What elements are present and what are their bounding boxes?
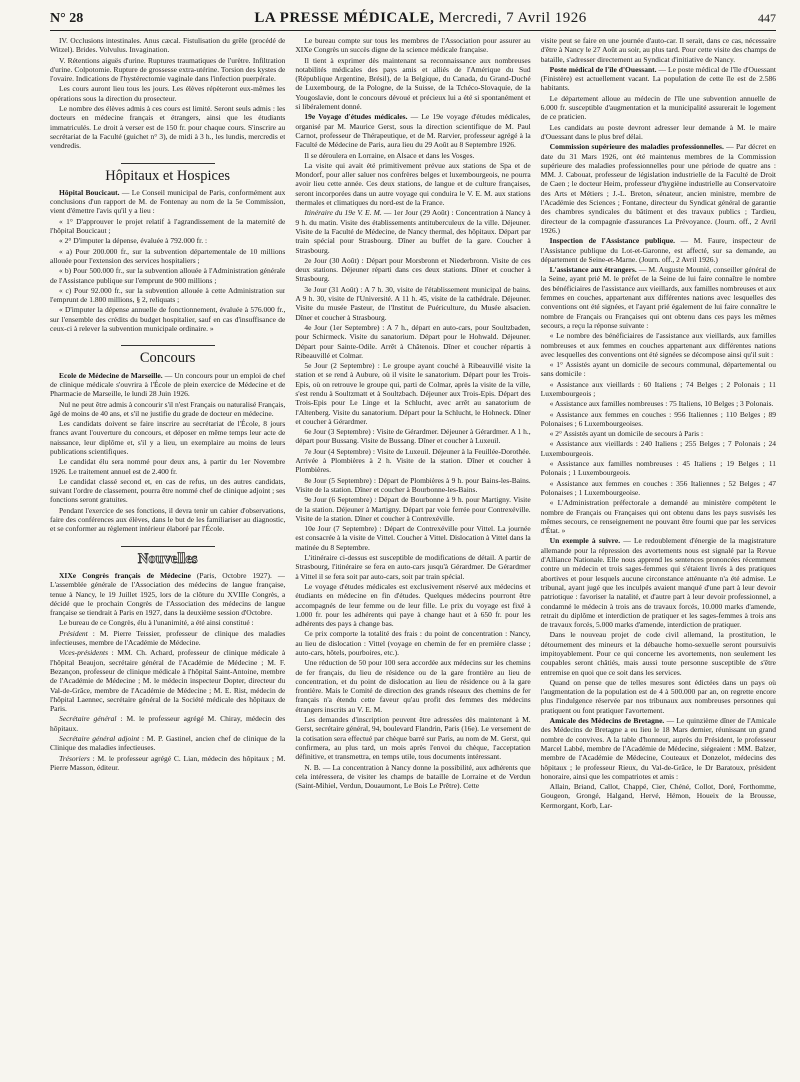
- article-text: — Par décret en date du 31 Mars 1926, ont été maintenus membres de la Commission supérieure des maladies professionnelles pour une période de quatre ans : MM. J. Cabouat, professeur de législation industrielle de la Faculté de Droit de Caen ; le docteur Heim, professeur d'hygiène industrielle au Conservatoire des Arts et Métiers ; J.-L. Breton, sénateur, ancien ministre, membre de l'Académie des Sciences ; Fontane, directeur du Syndicat général de garantie des chambres syndicales du bâtiment et des travaux publics ; Tardieu, directeur de la compagnie d'assurances La Prévoyance. (Journ. off., 2 Avril 1926.): [540, 142, 776, 235]
- article-title: XIXe Congrès français de Médecine: [59, 570, 191, 580]
- paragraph: 5e Jour (2 Septembre) : Le groupe ayant couché à Ribeauvillé visite la station et se rend à Aubure, où il visite le sanatorium. Départ pour les Trois-Epis, où on retrouve le groupe qui, parti de Colmar, après la visite de la ville, s'est rendu à Soultzmatt et à Soultzbach. Déjeuner aux Trois-Epis. Départ des Trois-Epis pour Le Linge et la Schlucht, avec arrêt au sanatorium de l'Altenberg. Visite du sanatorium. Départ pour la Schlucht, le Hohneck. Dîner et coucher à Gérardmer.: [295, 361, 531, 426]
- article-text: — M. Faure, inspecteur de l'Assistance publique du Lot-et-Garonne, est affecté, sur sa demande, au département de Seine-et-Marne. (Journ. off., 2 Avril 1926.): [540, 236, 776, 264]
- paragraph: « Assistance aux femmes en couches : 956 Italiennes ; 110 Belges ; 89 Polonaises ; 6 Luxembourgeoises.: [540, 409, 776, 428]
- role-text: : M. Pierre Teissier, professeur de clinique des maladies infectieuses, membre de l'Académie de Médecine.: [50, 628, 286, 648]
- paragraph: visite peut se faire en une journée d'auto-car. Il serait, dans ce cas, nécessaire d'être à Nancy le 27 Août au soir, au plus tard. Pour cette visite des champs de bataille, s'adresser directement au Syndicat d'initiative de Nancy.: [540, 36, 776, 64]
- article-title: Ecole de Médecine de Marseille.: [59, 370, 163, 380]
- paragraph: Le bureau compte sur tous les membres de l'Association pour assurer au XIXe Congrès un succès digne de la science médicale française.: [295, 36, 531, 55]
- article-title: Poste médical de l'île d'Ouessant.: [549, 64, 657, 74]
- article-text: — M. Auguste Mounié, conseiller général de la Seine, ayant prié M. le préfet de la Seine de lui faire connaître le nombre des bénéficiaires de l'assistance aux vieillards, aux familles nombreuses et aux femmes en couches, appartenant aux différentes nations avec lesquelles des conventions ont été signées, et l'ayant prié également de lui faire connaître le nombre de Français ou Françaises qui ont obtenu dans ces pays les mêmes secours, a reçu la réponse suivante :: [540, 265, 776, 330]
- role-text: : M. le professeur agrégé M. Chiray, médecin des hôpitaux.: [50, 714, 286, 733]
- paragraph: Quand on pense que de telles mesures sont édictées dans un pays où l'augmentation de la population est de 4 à 500.000 par an, on regrette encore plus l'indulgence réservée par nos tribunaux aux nombreuses personnes qui pratiquent ou font pratiquer l'avortement.: [540, 677, 776, 715]
- paragraph: 10e Jour (7 Septembre) : Départ de Contrexéville pour Vittel. La journée est consacrée à la visite de Vittel. Coucher à Vittel. Dislocation à Vittel dans la matinée du 8 Septembre.: [295, 524, 531, 552]
- issue-number: N° 28: [50, 11, 84, 26]
- paragraph: Les demandes d'inscription peuvent être adressées dès maintenant à M. Gerst, secrétaire général, 94, boulevard Flandrin, Paris (16e). Le versement de la cotisation sera effectué par chèque barré sur Paris, au nom de M. Gerst, qui confirmera, au plus tard, un mois après l'envoi du chèque, l'acceptation définitive, et transmettra, en temps utile, tous documents intéressant.: [295, 715, 531, 762]
- paragraph: « a) Pour 200.000 fr., sur la subvention départementale de 10 millions allouée pour l'extension des services hospitaliers ;: [50, 246, 286, 265]
- column-3: [541, 36, 776, 1071]
- page-header: [50, 10, 776, 31]
- article-title: Hôpital Boucicaut.: [59, 187, 120, 197]
- section-heading-concours: Concours: [50, 345, 285, 363]
- paragraph: Dans le nouveau projet de code civil allemand, la prostitution, le détournement des mineurs et la débauche homo-sexuelle seront poursuivis impitoyablement. Pour ce qui concerne les avortements, non seulement les coupables seront châtiés, mais aussi toute personne susceptible de s'être entremise en quoi que ce soit dans les services.: [540, 630, 776, 677]
- paragraph: « L'Administration préfectorale a demandé au ministère compétent le nombre de Français ou Françaises qui ont obtenu dans les pays susvisés les mêmes secours, ce renseignement ne pouvant être fourni que par les services d'État. »: [540, 498, 776, 536]
- role-label: Secrétaire général: [59, 714, 117, 724]
- article-text: (Paris, Octobre 1927). — L'assemblée générale de l'Association des médecins de langue française, tenue à Nancy, le 19 Juillet 1925, lors de la clôture du XVIIIe Congrès, a décidé que le prochain Congrès de l'Association des médecins de langue française se tiendrait à Paris en 1927, dans la deuxième session d'Octobre.: [50, 570, 286, 618]
- paragraph: Pendant l'exercice de ses fonctions, il devra tenir un cahier d'observations, faire des conférences aux élèves, dans le but de les familiariser au diagnostic, et se conformer au règlement intérieur élaboré par l'École.: [50, 505, 286, 534]
- role-label: Secrétaire général adjoint: [59, 734, 140, 743]
- column-2: [295, 36, 530, 1071]
- paragraph: « 2° D'imputer la dépense, évaluée à 792.000 fr. :: [59, 236, 208, 246]
- paragraph: V. Rétentions aiguës d'urine. Ruptures traumatiques de l'urètre. Infiltration d'urine. Colpotomie. Rupture de grossesse extra-utérine. Torsion des kystes de l'ovaire. Indications de l'hystérectomie vaginale dans l'infection puerpérale.: [50, 55, 286, 84]
- section-heading-hopitaux: Hôpitaux et Hospices: [50, 163, 285, 181]
- paragraph: Il tient à exprimer dès maintenant sa reconnaissance aux nombreuses notabilités médicales des pays amis et alliés de l'Amérique du Sud (République Argentine, Brésil), de la Belgique, du Canada, du Grand-Duché de Luxembourg, de la Pologne, de la Suisse, de la Tchéco-Slovaquie, de la Yougoslavie, dont le concours dévoué et précieux lui a été si spontanément et si libéralement donné.: [295, 55, 531, 112]
- section-heading-nouvelles: Nouvelles: [50, 546, 285, 564]
- itinerary-label: Itinéraire du 19e V. E. M.: [304, 208, 382, 218]
- article-text: — Le poste médical de l'île d'Ouessant (Finistère) est actuellement vacant. La population de cette île est de 2.586 habitants.: [540, 64, 776, 93]
- article-text: — Le Conseil municipal de Paris, conformément aux conclusions d'un rapport de M. de Fontenay au nom de la 5e Commission, vient d'émettre l'avis qu'il y a lieu :: [50, 187, 286, 216]
- article-title: Amicale des Médecins de Bretagne.: [549, 716, 665, 726]
- columns: [50, 36, 776, 1071]
- paragraph: « 2° Assistés ayant un domicile de secours à Paris :: [549, 429, 704, 439]
- paragraph: 3e Jour (31 Août) : A 7 h. 30, visite de l'établissement municipal de bains. A 9 h. 30, visite de l'Université. A 11 h. 45, visite de la cathédrale. Déjeuner. Visite du musée Pasteur, de l'Institut de Puériculture, du Musée alsacien. Dîner et coucher à Strasbourg.: [295, 284, 531, 322]
- role-text: : M. P. Gastinel, ancien chef de clinique de la Clinique des maladies infectieuses.: [50, 734, 286, 753]
- paragraph: Il se déroulera en Lorraine, en Alsace et dans les Vosges.: [304, 150, 475, 160]
- role-label: Trésoriers: [59, 753, 90, 763]
- paragraph: 6e Jour (3 Septembre) : Visite de Gérardmer. Déjeuner à Gérardmer. A 1 h., départ pour Bussang. Visite de Bussang. Dîner et coucher à Luxeuil.: [295, 427, 531, 446]
- article-title: L'assistance aux étrangers.: [549, 265, 637, 275]
- article-text: — Le 19e voyage d'études médicales, organisé par M. Maurice Gerst, sous la direction scientifique de M. Paul Carnot, professeur de Thérapeutique, et de M. Rarvier, professeur agrégé à la Faculté de Médecine de Paris, aura lieu du 29 Août au 8 Septembre 1926.: [295, 112, 531, 150]
- paragraph: « Assistance aux vieillards : 60 Italiens ; 74 Belges ; 2 Polonais ; 11 Luxembourgeois ;: [540, 379, 776, 398]
- paragraph: Les cours auront lieu tous les jours. Les élèves répèteront eux-mêmes les opérations sous la direction du prosecteur.: [50, 84, 286, 103]
- paragraph: « Assistance aux familles nombreuses : 45 Italiens ; 19 Belges ; 11 Polonais ; 1 Luxembourgeois.: [540, 459, 776, 478]
- role-label: Président: [59, 628, 88, 638]
- paragraph: « Assistance aux vieillards : 240 Italiens ; 255 Belges ; 7 Polonais ; 24 Luxembourgeois.: [540, 439, 776, 458]
- article-title: Inspection de l'Assistance publique.: [549, 236, 676, 246]
- article-text: — Un concours pour un emploi de chef de clinique médicale s'ouvrira à l'École de plein exercice de Médecine et de Pharmacie de Marseille, le lundi 28 Juin 1926.: [50, 370, 286, 399]
- paragraph: Le nombre des élèves admis à ces cours est limité. Seront seuls admis : les docteurs en médecine français et étrangers, ainsi que les étudiants immatriculés. Le droit à verser est de 150 fr. pour chaque cours. S'inscrire au secrétariat de la Faculté (guichet n° 3), de midi à 3 h., les lundis, mercredis et vendredis.: [50, 104, 286, 151]
- paragraph: N. B. — La concentration à Nancy donne la possibilité, aux adhérents que cela intéressera, de visiter les champs de bataille de Lorraine et de Verdun (Saint-Mihiel, Verdun, Douaumont, Le Bois Le Prêtre). Cette: [295, 762, 531, 791]
- paragraph: 8e Jour (5 Septembre) : Départ de Plombières à 9 h. pour Bains-les-Bains. Visite de la station. Dîner et coucher à Bourbonne-les-Bains.: [295, 475, 531, 494]
- paragraph: « Assistance aux femmes en couches : 356 Italiennes ; 52 Belges ; 47 Polonaises ; 1 Luxembourgeoise.: [540, 478, 776, 497]
- article-title: Un exemple à suivre.: [549, 536, 621, 546]
- issue-date: Mercredi, 7 Avril 1926: [438, 10, 587, 26]
- paragraph: Une réduction de 50 pour 100 sera accordée aux médecins sur les chemins de fer français, du lieu de résidence ou de la gare frontière au lieu de concentration, et du point de dislocation au lieu de résidence ou à la gare frontière. Mais le Comité de direction des grands réseaux des chemins de fer français n'a étendu cette faveur qu'au profit des femmes des médecins étrangers inscrits au V. E. M.: [295, 658, 531, 714]
- article-text: — Le redoublement d'énergie de la magistrature allemande pour la répression des avortements nous est signalé par la Revue d'Alliance Nationale. Elle nous apprend les sentences prononcées récemment contre un médecin et trois sages-femmes qui s'étaient livrés à des pratiques abortives et pour lesquels aucune circonstance atténuante n'a été admise. Le tribunal, ayant jugé que les inculpés avaient manqué d'une part à leur devoir patriotique : favoriser la natalité, et d'autre part à leur devoir professionnel, a condamné le médecin à trois ans de travaux forcés, 10.000 marks d'amende, retrait du diplôme et interdiction de pratiquer et les sages-femmes à trois ans de travaux forcés, 5.000 marks d'amende, interdiction de pratiquer.: [540, 536, 776, 630]
- paragraph: Allain, Briand, Callot, Chappé, Cier, Chéné, Collot, Doré, Forthomme, Gougeon, Grongé, Halgand, Hervé, Hémon, Houeix de la Brousse, Kermorgant, Korb, Lar-: [540, 782, 776, 810]
- paragraph: Le bureau de ce Congrès, élu à l'unanimité, a été ainsi constitué :: [59, 618, 254, 628]
- paragraph: Ce prix comporte la totalité des frais : du point de concentration : Nancy, au lieu de dislocation : Vittel (voyage en chemin de fer en première classe ; auto-cars, hôtels, pourboires, etc.).: [295, 629, 531, 657]
- article-title: 19e Voyage d'études médicales.: [304, 112, 408, 122]
- article-text: — Le quinzième dîner de l'Amicale des Médecins de Bretagne a eu lieu le 18 Mars dernier, réunissant un grand nombre de convives. A la table d'honneur, auprès du Président, le professeur Marcel Labbé, membre de l'Académie de Médecine, siégeaient : MM. Balzer, membre de l'Académie de Médecine, Couteaux et Donzelot, médecins des hôpitaux ; le professeur Rieux, du Val-de-Grâce, le Dr Baratoux, président honoraire, ainsi que les compatriotes et amis :: [540, 716, 776, 781]
- paragraph: 2e Jour (30 Août) : Départ pour Morsbronn et Niederbronn. Visite de ces deux stations. Déjeuner réparti dans ces deux stations. Dîner et coucher à Strasbourg.: [295, 255, 531, 284]
- paragraph: « Le nombre des bénéficiaires de l'assistance aux vieillards, aux familles nombreuses et aux femmes en couches appartenant aux différentes nations avec lesquelles des conventions ont été signées se décompose ainsi qu'il suit :: [540, 331, 776, 359]
- paragraph: « 1° D'approuver le projet relatif à l'agrandissement de la maternité de l'hôpital Boucicaut ;: [50, 216, 286, 236]
- paragraph: L'itinéraire ci-dessus est susceptible de modifications de détail. A partir de Strasbourg, l'itinéraire se fera en auto-cars jusqu'à Gérardmer. De Gérardmer à Vittel il se fera soit par auto-cars, soit par train spécial.: [295, 553, 531, 581]
- role-text: : MM. Ch. Achard, professeur de clinique médicale à l'hôpital Beaujon, secrétaire général de l'Académie de Médecine ; M. F. Bezançon, professeur de clinique médicale à l'hôpital Saint-Antoine, membre de l'Académie de Médecine ; M. le médecin inspecteur Dopter, directeur du Val-de-Grâce, membre de l'Académie de Médecine ; M. E. Rist, médecin de l'hôpital Laennec, secrétaire général de la Société médicale des hôpitaux de Paris.: [50, 648, 286, 714]
- paragraph: Les candidats doivent se faire inscrire au secrétariat de l'École, 8 jours francs avant l'ouverture du concours, et déposer en même temps leur acte de naissance, leur diplôme et, s'il y a lieu, un exemplaire au moins de leurs publications scientifiques.: [50, 419, 286, 456]
- column-1: [50, 36, 285, 1071]
- paragraph: Le candidat classé second et, en cas de refus, un des autres candidats, suivant l'ordre de classement, pourra être nommé chef de clinique adjoint ; ses fonctions seront gratuites.: [50, 476, 286, 505]
- article-title: Commission supérieure des maladies professionnelles.: [549, 142, 724, 152]
- paragraph: La visite qui avait été primitivement prévue aux stations de Spa et de Mondorf, pour aller saluer nos confrères belges et luxembourgeois, ne pourra avoir lieu cette année. Ces deux stations, de langue et de culture françaises, seront incorporées dans un autre voyage qui conduira le V. E. M. aux stations thermales et climatiques du nord-est de la France.: [295, 160, 531, 208]
- role-label: Vices-présidents: [59, 648, 109, 658]
- journal-name: LA PRESSE MÉDICALE,: [254, 10, 435, 26]
- paragraph: 4e Jour (1er Septembre) : A 7 h., départ en auto-cars, pour Soultzbaden, pour Schirmeck. Visite du sanatorium. Départ pour le Hohwald. Déjeuner. Départ pour Sainte-Odile. Arrêt à Châtenois. Dîner et coucher répartis à Ribeauvillé et Colmar.: [295, 322, 531, 360]
- paragraph: « D'imputer la dépense annuelle de fonctionnement, évaluée à 576.000 fr., sur l'ensemble des crédits du budget hospitalier, sauf en cas d'insuffisance de ceux-ci à relever la subvention municipale ordinaire. »: [50, 305, 286, 334]
- paragraph: « 1° Assistés ayant un domicile de secours communal, départemental ou sans domicile :: [540, 360, 776, 379]
- paragraph: « Assistance aux familles nombreuses : 75 Italiens, 10 Belges ; 3 Polonais.: [549, 399, 774, 409]
- paragraph: Le candidat élu sera nommé pour deux ans, à partir du 1er Novembre 1926. Le traitement annuel est de 2.400 fr.: [50, 457, 286, 476]
- paragraph: Le département alloue au médecin de l'île une subvention annuelle de 6.000 fr. susceptible d'augmentation et la municipalité assurerait le logement de ce praticien.: [540, 93, 776, 122]
- page-number: 447: [757, 11, 776, 25]
- masthead: [254, 10, 586, 27]
- paragraph: « b) Pour 500.000 fr., sur la subvention allouée à l'Administration générale de l'Assistance publique sur l'emprunt de 900 millions ;: [50, 266, 286, 285]
- paragraph: « c) Pour 92.000 fr., sur la subvention allouée à cette Administration sur l'emprunt de 1.800 millions, § 2, reliquats ;: [50, 285, 286, 305]
- paragraph: Le voyage d'études médicales est exclusivement réservé aux médecins et étudiants en médecine en fin d'études. Quelques médecins pourront être accompagnés de leur femme ou de leur fille. Le prix du voyage est fixé à 1.000 fr. pour les adhérents qui paye à change haut et à 650 fr. pour les adhérents des pays à change bas.: [295, 581, 531, 629]
- paragraph: — 1er Jour (29 Août) : Concentration à Nancy à 9 h. du matin. Visite des établissements antituberculeux de la ville. Déjeuner. Visite de la Faculté de Médecine, de Nancy thermal, des hôpitaux. Départ par train spécial pour Strasbourg. Dîner au buffet de la gare. Coucher à Strasbourg.: [295, 208, 531, 255]
- paragraph: 7e Jour (4 Septembre) : Visite de Luxeuil. Déjeuner à la Feuillée-Dorothée. Arrivée à Plombières à 2 h. Visite de la station. Dîner et coucher à Plombières.: [295, 446, 531, 475]
- paragraph: Les candidats au poste devront adresser leur demande à M. le maire d'Ouessant dans le plus bref délai.: [540, 122, 776, 141]
- paragraph: IV. Occlusions intestinales. Anus cæcal. Fistulisation du grêle (procédé de Witzel). Brides. Volvulus. Invagination.: [50, 36, 286, 55]
- paragraph: 9e Jour (6 Septembre) : Départ de Bourbonne à 9 h. pour Martigny. Visite de la station. Déjeuner à Martigny. Départ par voie ferrée pour Contrexéville. Visite de la station. Dîner et coucher à Contrexéville.: [295, 495, 531, 523]
- paragraph: Nul ne peut être admis à concourir s'il n'est Français ou naturalisé Français, âgé de moins de 40 ans, et s'il ne justifie du grade de docteur en médecine.: [50, 399, 286, 418]
- role-text: : M. le professeur agrégé C. Lian, médecin des hôpitaux ; M. Pierre Masson, éditeur.: [50, 753, 286, 772]
